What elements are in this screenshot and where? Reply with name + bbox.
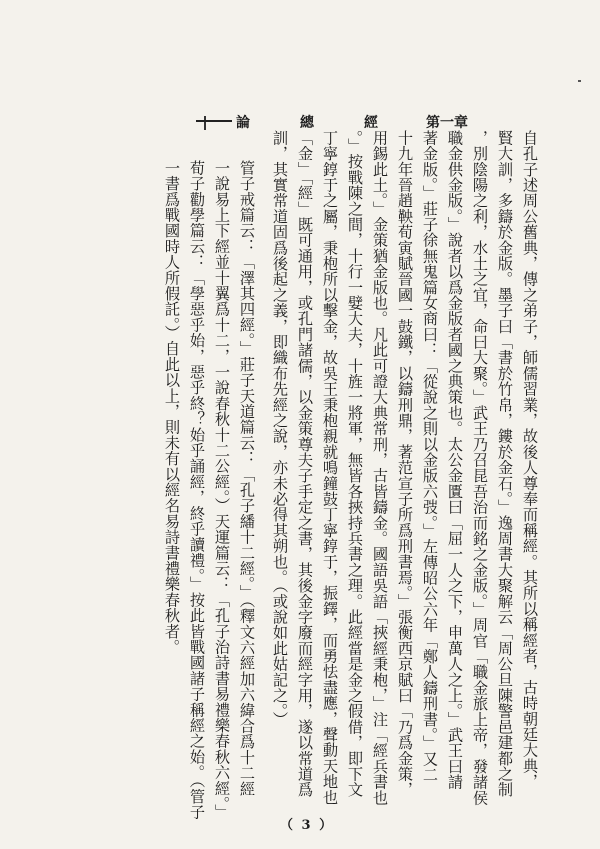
text-column: 。」按戰陳之間，十行一嬖大夫，十旌一將軍，無皆各挾持兵書之理。此經當是金之假借，即下文 — [346, 130, 364, 798]
text-column: 荀子勸學篇云：「學惡乎始，惡乎終？始乎誦經，終乎讀禮。」按此皆戰國諸子稱經之始。（管子 — [188, 160, 206, 820]
text-column: 十九年晉趙鞅荀寅賦晉國一鼓鐵，以鑄刑鼎，著范宣子所爲刑書焉。」張衡西京賦曰「乃爲金策， — [396, 130, 414, 798]
text-column: 「金」「經」既可通用，或孔門諸儒，以金策尊夫子手定之書，其後金字廢而經字用，遂以常道爲 — [296, 130, 314, 798]
text-column: 一說易上下經並十翼爲十二，一說春秋十二公經。）天運篇云：「孔子治詩書易禮樂春秋六經。」 — [213, 160, 231, 820]
text-column: 自孔子述周公舊典，傳之弟子，師儒習業，故後人尊奉而稱經。其所以稱經者，古時朝廷大典， — [521, 130, 539, 790]
text-column: 丁寧錞于之屬，秉枹所以擊金，故吳王秉枹親就鳴鐘鼓丁寧錞于，振鐸，而勇怯盡應，聲動天地也 — [321, 130, 339, 806]
text-column: 訓，其實常道固爲後起之義，即織布先經之說，亦未必得其朔也。（或說如此姑記之。） — [271, 130, 289, 728]
text-column: 職金供金版。」說者以爲金版者國之典策也。太公金匱曰「屈一人之下，申萬人之上。」武王曰請 — [446, 130, 464, 790]
header-char-right: 第一章 — [426, 115, 468, 131]
header-char-far: 論 — [236, 115, 250, 131]
text-column: 管子戒篇云：「澤其四經。」莊子天道篇云：「孔子繙十二經。」（釋文六經加六緯合爲十二經 — [238, 160, 256, 797]
text-column: 用錫此土。」金策猶金版也。凡此可證大典常刑，古皆鑄金。國語吳語「挾經秉枹，」注「經兵書也 — [371, 130, 389, 806]
header-char-left: 總 — [300, 115, 314, 131]
header-char-mid: 經 — [364, 115, 378, 131]
page-number: （ 3 ） — [280, 818, 335, 833]
text-column: 賢大訓，多鑄於金版。墨子曰「書於竹帛，鏤於金石。」逸周書大聚解云「周公旦陳警邑建都之制 — [496, 130, 514, 798]
header-dash-left — [196, 120, 232, 122]
chapter-header — [196, 112, 468, 132]
text-column: ，別陰陽之利，水土之宜，命曰大聚。」武王乃召昆吾治而銘之金版。」周官「職金旅上帝，發諸侯 — [471, 130, 489, 806]
scan-speck — [578, 80, 581, 82]
text-column: 著金版。」莊子徐無鬼篇女商曰：「從說之則以金版六弢。」左傳昭公六年「鄭人鑄刑書。」又二 — [421, 130, 439, 783]
text-column: 一書爲戰國時人所假託。）自此以上，則未有以經名易詩書禮樂春秋者。 — [163, 160, 181, 655]
